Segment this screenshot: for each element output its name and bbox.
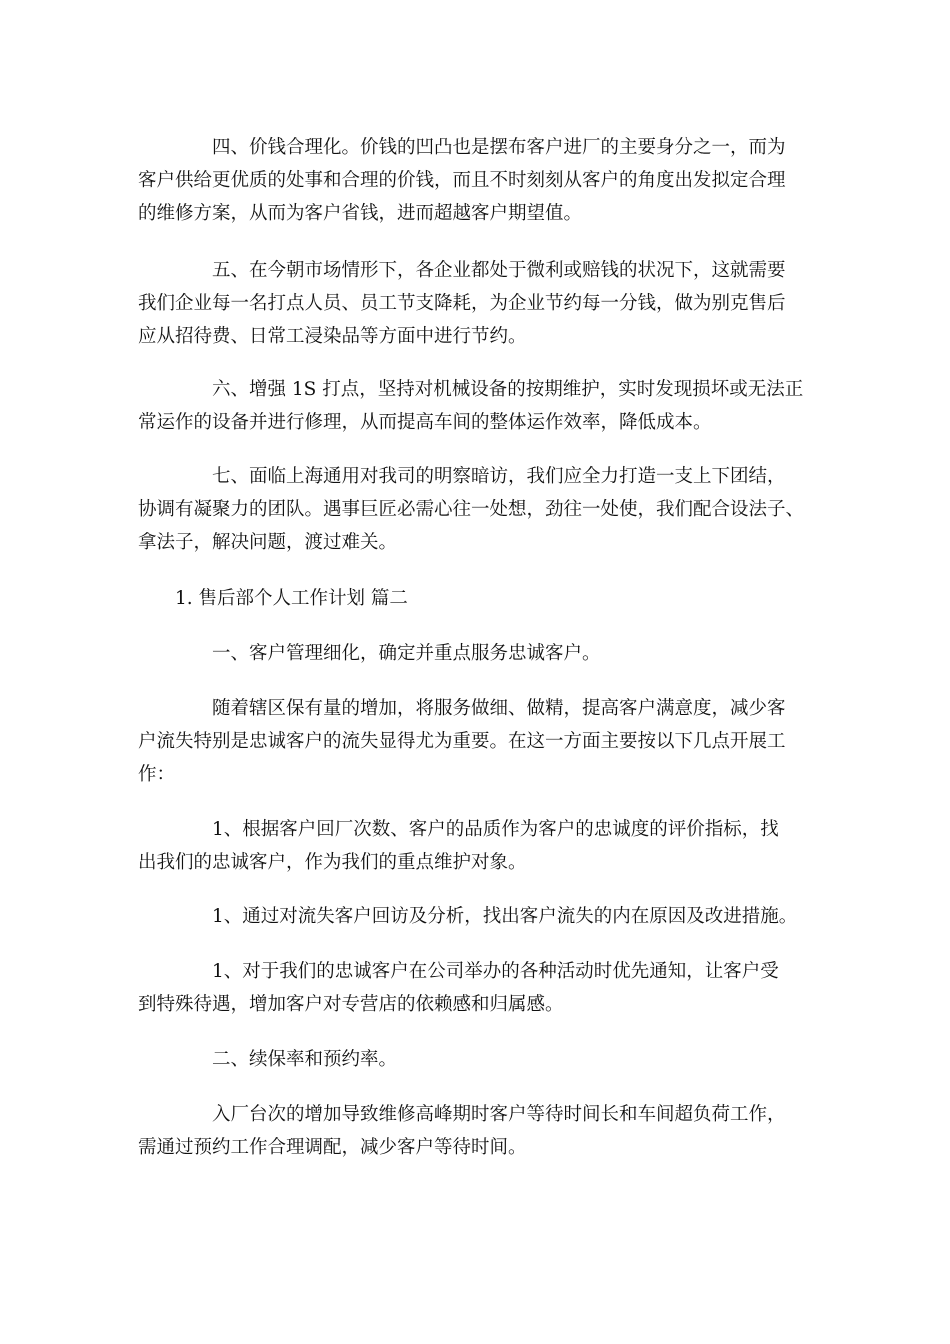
paragraph-line: 作：: [138, 764, 176, 785]
paragraph-line: 六、增强 1S 打点，坚持对机械设备的按期维护，实时发现损坏或无法正: [212, 379, 804, 400]
paragraph-line: 到特殊待遇，增加客户对专营店的依赖感和归属感。: [138, 994, 564, 1015]
paragraph-line: 的维修方案，从而为客户省钱，进而超越客户期望值。: [138, 203, 583, 224]
paragraph-line: 客户供给更优质的处事和合理的价钱，而且不时刻刻从客户的角度出发拟定合理: [138, 170, 786, 191]
paragraph-customer-management: [138, 637, 818, 670]
paragraph-seven: [138, 460, 818, 559]
paragraph-five: [138, 254, 818, 353]
paragraph-customer-loss: [138, 692, 818, 791]
paragraph-six: [138, 373, 818, 439]
paragraph-four: [138, 131, 818, 230]
paragraph-line: 常运作的设备并进行修理，从而提高车间的整体运作效率，降低成本。: [138, 412, 712, 433]
paragraph-appointment: [138, 1098, 818, 1164]
paragraph-line: 1、通过对流失客户回访及分析，找出客户流失的内在原因及改进措施。: [212, 906, 798, 927]
paragraph-line: 一、客户管理细化，确定并重点服务忠诚客户。: [212, 643, 601, 664]
paragraph-line: 四、价钱合理化。价钱的凹凸也是摆布客户进厂的主要身分之一，而为: [212, 137, 786, 158]
paragraph-line: 1、对于我们的忠诚客户在公司举办的各种活动时优先通知，让客户受: [212, 961, 779, 982]
paragraph-line: 应从招待费、日常工浸染品等方面中进行节约。: [138, 326, 527, 347]
paragraph-line: 拿法子，解决问题，渡过难关。: [138, 532, 398, 553]
paragraph-line: 1、根据客户回厂次数、客户的品质作为客户的忠诚度的评价指标，找: [212, 819, 779, 840]
paragraph-line: 随着辖区保有量的增加，将服务做细、做精，提高客户满意度，减少客: [212, 698, 786, 719]
section-title: 1. 售后部个人工作计划 篇二: [175, 588, 408, 609]
paragraph-line: 二、续保率和预约率。: [212, 1049, 398, 1070]
paragraph-line: 出我们的忠诚客户，作为我们的重点维护对象。: [138, 852, 527, 873]
paragraph-loyalty-index: [138, 813, 818, 879]
paragraph-renewal-rate: [138, 1043, 818, 1076]
paragraph-priority-notice: [138, 955, 818, 1021]
paragraph-line: 五、在今朝市场情形下，各企业都处于微利或赔钱的状况下，这就需要: [212, 260, 786, 281]
paragraph-line: 入厂台次的增加导致维修高峰期时客户等待时间长和车间超负荷工作，: [212, 1104, 786, 1125]
paragraph-line: 需通过预约工作合理调配，减少客户等待时间。: [138, 1137, 527, 1158]
paragraph-line: 协调有凝聚力的团队。遇事巨匠必需心往一处想，劲往一处使，我们配合设法子、: [138, 499, 805, 520]
paragraph-line: 七、面临上海通用对我司的明察暗访，我们应全力打造一支上下团结，: [212, 466, 786, 487]
paragraph-line: 户流失特别是忠诚客户的流失显得尤为重要。在这一方面主要按以下几点开展工: [138, 731, 786, 752]
paragraph-line: 我们企业每一名打点人员、员工节支降耗，为企业节约每一分钱，做为别克售后: [138, 293, 786, 314]
paragraph-lost-customer-visit: [138, 900, 818, 933]
